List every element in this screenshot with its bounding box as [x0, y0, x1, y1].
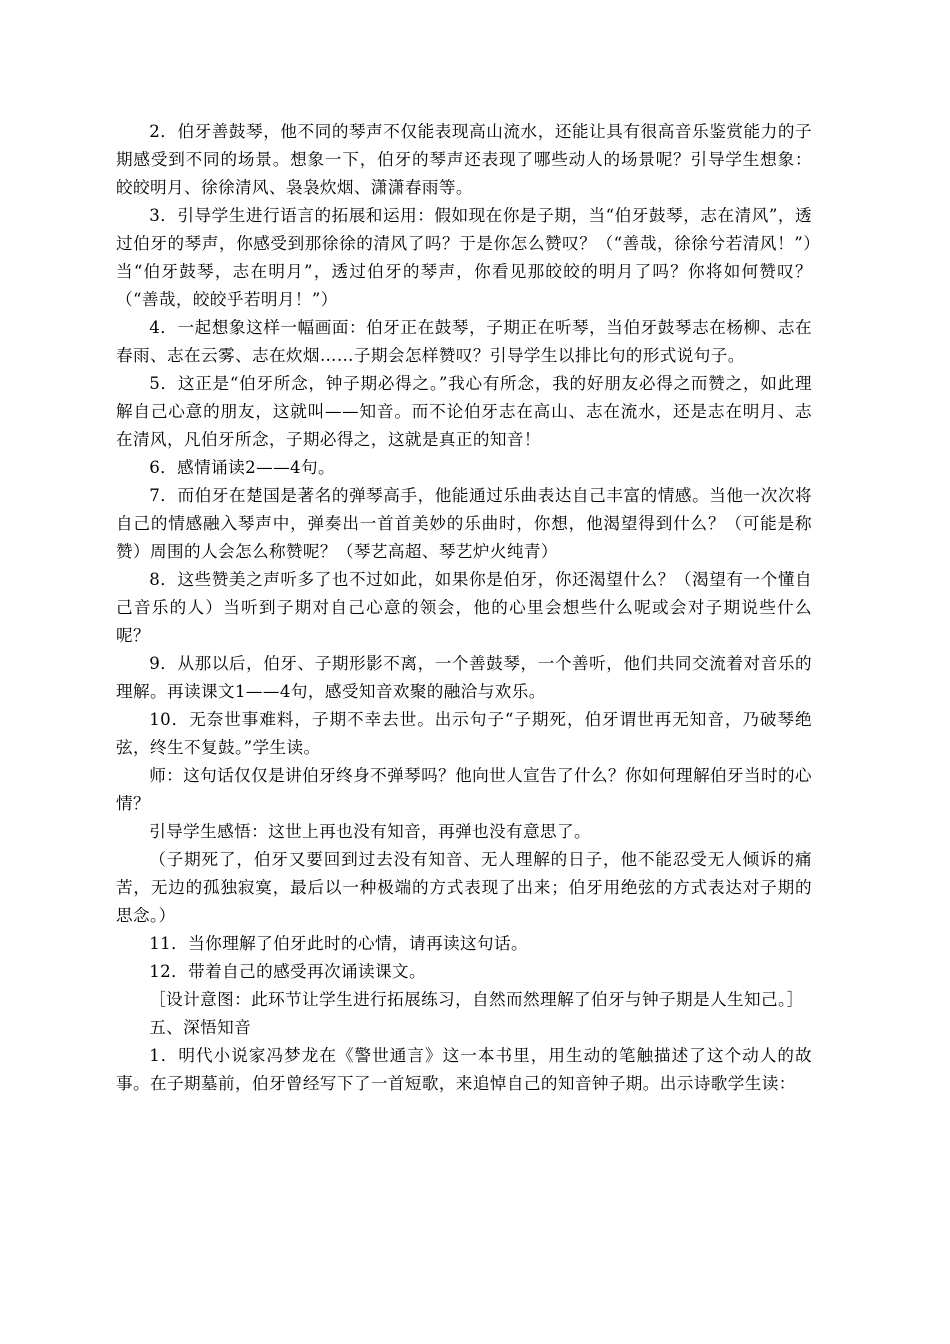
guidance-paragraph: 引导学生感悟：这世上再也没有知音，再弹也没有意思了。	[149, 822, 592, 841]
teacher-question-paragraph: 师：这句话仅仅是讲伯牙终身不弹琴吗？他向世人宣告了什么？你如何理解伯牙当时的心情？	[116, 766, 812, 813]
paragraph-item-6: 6．感情诵读2——4句。	[149, 458, 336, 477]
parenthetical-explanation-paragraph: （子期死了，伯牙又要回到过去没有知音、无人理解的日子，他不能忍受无人倾诉的痛苦，无边的孤独寂寞，最后以一种极端的方式表现了出来；伯牙用绝弦的方式表达对子期的思念。）	[116, 850, 812, 925]
section-paragraph-1: 1．明代小说家冯梦龙在《警世通言》这一本书里，用生动的笔触描述了这个动人的故事。在子期墓前，伯牙曾经写下了一首短歌，来追悼自己的知音钟子期。出示诗歌学生读：	[116, 1046, 812, 1093]
paragraph-item-7: 7．而伯牙在楚国是著名的弹琴高手，他能通过乐曲表达自己丰富的情感。当他一次次将自己的情感融入琴声中，弹奏出一首首美妙的乐曲时，你想，他渴望得到什么？（可能是称赞）周围的人会怎么称赞呢？（琴艺高超、琴艺炉火纯青）	[116, 486, 812, 561]
paragraph-item-10: 10．无奈世事难料，子期不幸去世。出示句子“子期死，伯牙谓世再无知音，乃破琴绝弦，终生不复鼓。”学生读。	[116, 710, 812, 757]
paragraph-item-11: 11．当你理解了伯牙此时的心情，请再读这句话。	[149, 934, 528, 953]
paragraph-item-5: 5．这正是“伯牙所念，钟子期必得之。”我心有所念，我的好朋友必得之而赞之，如此理解自己心意的朋友，这就叫——知音。而不论伯牙志在高山、志在流水，还是志在明月、志在清风，凡伯牙所念，子期必得之，这就是真正的知音！	[116, 374, 812, 449]
paragraph-item-9: 9．从那以后，伯牙、子期形影不离，一个善鼓琴，一个善听，他们共同交流着对音乐的理解。再读课文1——4句，感受知音欢聚的融洽与欢乐。	[116, 654, 812, 701]
paragraph-item-4: 4．一起想象这样一幅画面：伯牙正在鼓琴，子期正在听琴，当伯牙鼓琴志在杨柳、志在春雨、志在云雾、志在炊烟……子期会怎样赞叹？引导学生以排比句的形式说句子。	[116, 318, 812, 365]
paragraph-item-12: 12．带着自己的感受再次诵读课文。	[149, 962, 427, 981]
section-heading: 五、深悟知音	[149, 1018, 252, 1037]
paragraph-item-2: 2．伯牙善鼓琴，他不同的琴声不仅能表现高山流水，还能让具有很高音乐鉴赏能力的子期感受到不同的场景。想象一下，伯牙的琴声还表现了哪些动人的场景呢？引导学生想象：皎皎明月、徐徐清风、袅袅炊烟、潇潇春雨等。	[116, 122, 812, 197]
paragraph-item-3: 3．引导学生进行语言的拓展和运用：假如现在你是子期，当“伯牙鼓琴，志在清风”，透过伯牙的琴声，你感受到那徐徐的清风了吗？于是你怎么赞叹？（“善哉，徐徐兮若清风！”）当“伯牙鼓琴，志在明月”，透过伯牙的琴声，你看见那皎皎的明月了吗？你将如何赞叹？（“善哉，皎皎乎若明月！”）	[116, 206, 812, 309]
paragraph-item-8: 8．这些赞美之声听多了也不过如此，如果你是伯牙，你还渴望什么？（渴望有一个懂自己音乐的人）当听到子期对自己心意的领会，他的心里会想些什么呢或会对子期说些什么呢？	[116, 570, 812, 645]
document-page	[116, 118, 812, 1098]
design-intent-paragraph: ［设计意图：此环节让学生进行拓展练习，自然而然理解了伯牙与钟子期是人生知己。］	[149, 990, 804, 1009]
